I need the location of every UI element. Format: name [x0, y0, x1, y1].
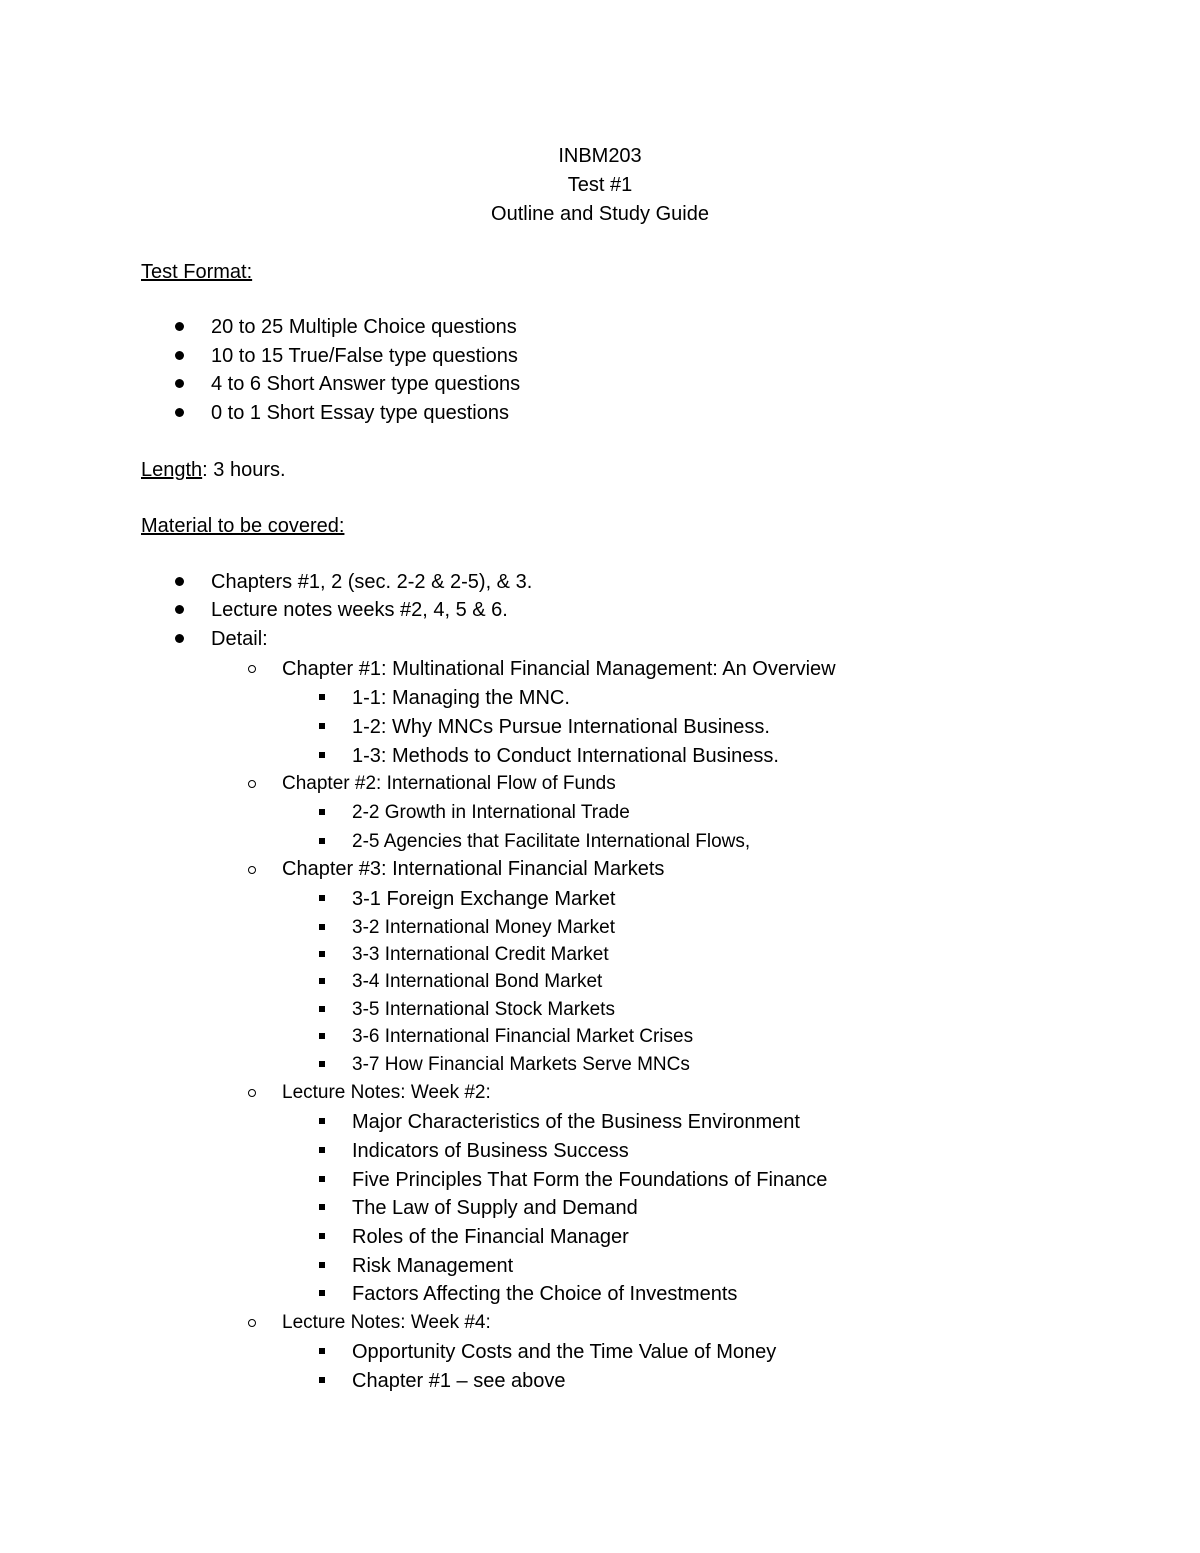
bullet-icon [175, 351, 184, 360]
bullet-icon [175, 379, 184, 388]
circle-bullet-icon [248, 866, 256, 874]
square-bullet-icon [319, 723, 325, 729]
detail-item: Chapter #1 – see above [352, 1370, 566, 1392]
square-bullet-icon [319, 694, 325, 700]
square-bullet-icon [319, 1348, 325, 1354]
square-bullet-icon [319, 1118, 325, 1124]
document-subtitle: Outline and Study Guide [491, 203, 709, 225]
bullet-icon [175, 322, 184, 331]
square-bullet-icon [319, 1290, 325, 1296]
detail-item: Major Characteristics of the Business Environment [352, 1111, 800, 1133]
detail-item: Five Principles That Form the Foundations of Finance [352, 1169, 828, 1191]
detail-item: 3-3 International Credit Market [352, 944, 609, 965]
bullet-icon [175, 605, 184, 614]
square-bullet-icon [319, 752, 325, 758]
material-heading: Material to be covered: [141, 515, 345, 537]
detail-item: Factors Affecting the Choice of Investments [352, 1283, 738, 1305]
detail-item: 3-4 International Bond Market [352, 971, 603, 992]
circle-bullet-icon [248, 780, 256, 788]
title-block [0, 142, 1200, 229]
course-code: INBM203 [558, 145, 642, 167]
square-bullet-icon [319, 1006, 325, 1012]
detail-item: 2-5 Agencies that Facilitate International Flows, [352, 831, 751, 852]
bullet-icon [175, 408, 184, 417]
test-number: Test #1 [567, 174, 633, 196]
detail-item: Opportunity Costs and the Time Value of Money [352, 1341, 777, 1363]
square-bullet-icon [319, 924, 325, 930]
square-bullet-icon [319, 1377, 325, 1383]
detail-item: 3-1 Foreign Exchange Market [352, 888, 616, 910]
detail-item: The Law of Supply and Demand [352, 1197, 638, 1219]
detail-item: 1-2: Why MNCs Pursue International Business. [352, 716, 770, 738]
square-bullet-icon [319, 895, 325, 901]
square-bullet-icon [319, 1204, 325, 1210]
test-format-heading: Test Format: [141, 261, 253, 283]
circle-bullet-icon [248, 1319, 256, 1327]
detail-item: 3-2 International Money Market [352, 917, 615, 938]
square-bullet-icon [319, 1061, 325, 1067]
list-item: Detail: [211, 628, 268, 650]
square-bullet-icon [319, 951, 325, 957]
square-bullet-icon [319, 838, 325, 844]
list-item: 10 to 15 True/False type questions [211, 345, 518, 367]
list-item: 20 to 25 Multiple Choice questions [211, 316, 517, 338]
square-bullet-icon [319, 1233, 325, 1239]
detail-section-label: Lecture Notes: Week #4: [282, 1312, 491, 1333]
bullet-icon [175, 634, 184, 643]
list-item: Lecture notes weeks #2, 4, 5 & 6. [211, 599, 508, 621]
list-item: Chapters #1, 2 (sec. 2-2 & 2-5), & 3. [211, 571, 533, 593]
length-line [141, 456, 286, 484]
detail-item: Risk Management [352, 1255, 514, 1277]
square-bullet-icon [319, 1262, 325, 1268]
list-item: 4 to 6 Short Answer type questions [211, 373, 521, 395]
detail-item: Indicators of Business Success [352, 1140, 629, 1162]
bullet-icon [175, 577, 184, 586]
detail-item: 1-1: Managing the MNC. [352, 687, 570, 709]
circle-bullet-icon [248, 1089, 256, 1097]
circle-bullet-icon [248, 665, 256, 673]
length-label: Length [141, 459, 203, 481]
detail-section-label: Chapter #2: International Flow of Funds [282, 773, 616, 794]
detail-item: 1-3: Methods to Conduct International Business. [352, 745, 779, 767]
length-value: : 3 hours. [202, 459, 286, 481]
detail-section-label: Chapter #3: International Financial Markets [282, 858, 665, 880]
square-bullet-icon [319, 1147, 325, 1153]
detail-item: Roles of the Financial Manager [352, 1226, 629, 1248]
square-bullet-icon [319, 978, 325, 984]
square-bullet-icon [319, 1033, 325, 1039]
square-bullet-icon [319, 809, 325, 815]
detail-item: 3-6 International Financial Market Crises [352, 1026, 694, 1047]
detail-section-label: Lecture Notes: Week #2: [282, 1082, 491, 1103]
detail-item: 2-2 Growth in International Trade [352, 802, 630, 823]
detail-item: 3-7 How Financial Markets Serve MNCs [352, 1054, 690, 1075]
detail-item: 3-5 International Stock Markets [352, 999, 615, 1020]
detail-section-label: Chapter #1: Multinational Financial Management: An Overview [282, 658, 836, 680]
square-bullet-icon [319, 1176, 325, 1182]
list-item: 0 to 1 Short Essay type questions [211, 402, 509, 424]
